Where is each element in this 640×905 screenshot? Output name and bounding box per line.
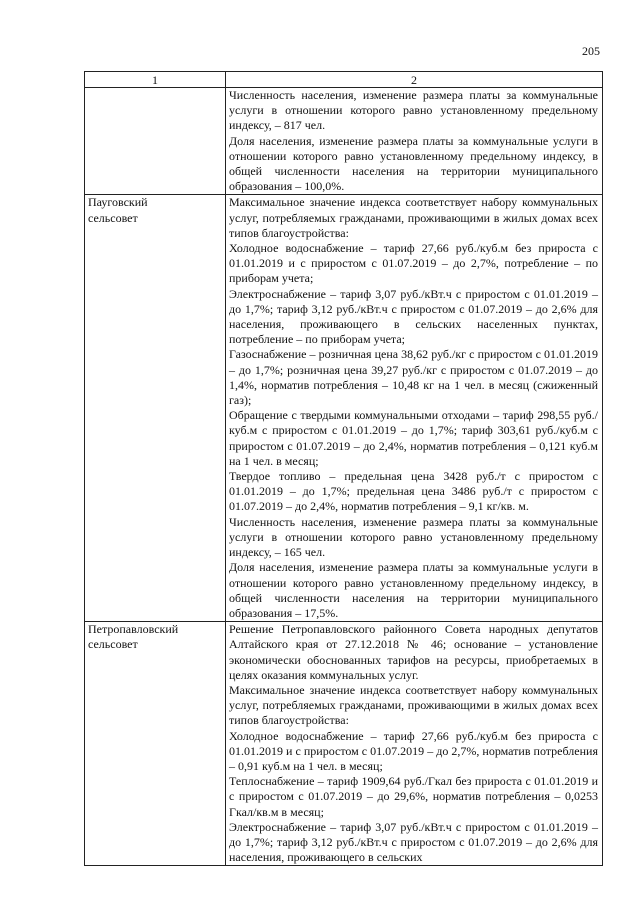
description-cell	[226, 622, 603, 866]
description-paragraph: Численность населения, изменение размера платы за коммунальные услуги в отношении которого равно установленному предельному индексу, – 165 чел.	[229, 514, 598, 560]
description-paragraph: Электроснабжение – тариф 3,07 руб./кВт.ч с приростом с 01.01.2019 – до 1,7%; тариф 3,12 руб./кВт.ч с приростом с 01.07.2019 – до 2,6% для населения, проживающего в сельских населенных пунктах, потребление – по приборам учета;	[229, 286, 598, 347]
description-paragraph: Решение Петропавловского районного Совета народных депутатов Алтайского края от 27.12.2018 № 46; основание – установление экономически обоснованных тарифов на ресурсы, приобретаемых в целях оказания коммунальных услуг.	[229, 622, 598, 682]
description-cell	[226, 88, 603, 195]
column-header-1: 1	[85, 72, 226, 88]
column-header-2: 2	[226, 72, 603, 88]
table-row	[85, 195, 603, 622]
municipality-cell	[85, 88, 226, 195]
description-paragraph: Газоснабжение – розничная цена 38,62 руб./кг с приростом с 01.01.2019 – до 1,7%; розничная цена 39,27 руб./кг с приростом с 01.07.2019 – до 1,4%, норматив потребления – 10,48 кг на 1 чел. в месяц (сжиженный газ);	[229, 347, 598, 408]
table-header-row	[85, 72, 603, 88]
municipality-name: Петропавловский сельсовет	[88, 622, 179, 652]
description-paragraph: Максимальное значение индекса соответствует набору коммунальных услуг, потребляемых гражданами, проживающими в жилых домах всех типов благоустройства:	[229, 195, 598, 240]
description-paragraph: Максимальное значение индекса соответствует набору коммунальных услуг, потребляемых гражданами, проживающими в жилых домах всех типов благоустройства:	[229, 682, 598, 728]
description-paragraph: Доля населения, изменение размера платы за коммунальные услуги в отношении которого равно установленному предельному индексу, в общей численности населения на территории муниципального образования – 100,0%.	[229, 133, 598, 194]
description-paragraph: Холодное водоснабжение – тариф 27,66 руб./куб.м без прироста с 01.01.2019 и с приростом с 01.07.2019 – до 2,7%, потребление – по приборам учета;	[229, 241, 598, 286]
tariff-table	[84, 71, 603, 866]
table-body	[85, 88, 603, 866]
municipality-name: Пауговский сельсовет	[88, 195, 148, 225]
description-paragraph: Твердое топливо – предельная цена 3428 руб./т с приростом с 01.01.2019 – до 1,7%; предельная цена 3486 руб./т с приростом с 01.07.2019 – до 2,4%, норматив потребления – 9,1 кг/кв. м.	[229, 469, 598, 514]
municipality-cell	[85, 195, 226, 622]
municipality-cell	[85, 622, 226, 866]
description-paragraph: Электроснабжение – тариф 3,07 руб./кВт.ч с приростом с 01.01.2019 – до 1,7%; тариф 3,12 руб./кВт.ч с приростом с 01.07.2019 – до 2,6% для населения, проживающего в сельских	[229, 819, 598, 865]
description-paragraph: Холодное водоснабжение – тариф 27,66 руб./куб.м без прироста с 01.01.2019 и с приростом с 01.07.2019 – до 2,7%, норматив потребления – 0,91 куб.м на 1 чел. в месяц;	[229, 728, 598, 773]
description-paragraph: Обращение с твердыми коммунальными отходами – тариф 298,55 руб./куб.м с приростом с 01.01.2019 – до 1,7%; тариф 303,61 руб./куб.м с приростом с 01.07.2019 – до 2,4%, норматив потребления – 0,121 куб.м на 1 чел. в месяц;	[229, 408, 598, 468]
table-row	[85, 622, 603, 866]
table-row	[85, 88, 603, 195]
description-paragraph: Теплоснабжение – тариф 1909,64 руб./Гкал без прироста с 01.01.2019 и с приростом с 01.07.2019 – до 29,6%, норматив потребления – 0,0253 Гкал/кв.м в месяц;	[229, 774, 598, 819]
page-number: 205	[582, 44, 600, 58]
description-cell	[226, 195, 603, 622]
description-paragraph: Доля населения, изменение размера платы за коммунальные услуги в отношении которого равно установленному предельному индексу, в общей численности населения на территории муниципального образования – 17,5%.	[229, 560, 598, 620]
description-paragraph: Численность населения, изменение размера платы за коммунальные услуги в отношении которого равно установленному предельному индексу, – 817 чел.	[229, 88, 598, 133]
